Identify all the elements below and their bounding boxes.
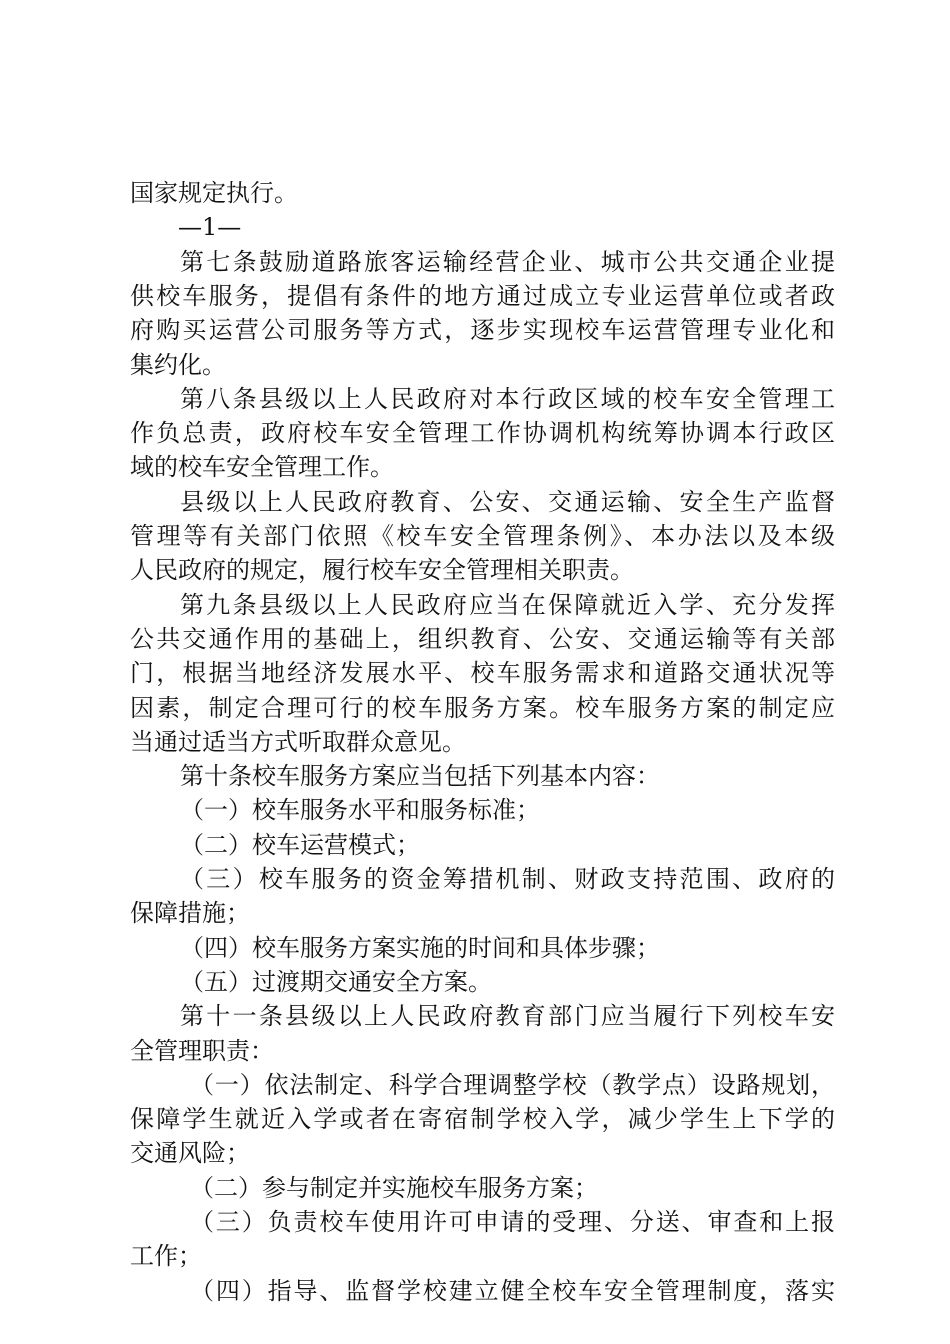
text-line: 第十条校车服务方案应当包括下列基本内容： xyxy=(180,762,660,791)
text-line: 工作； xyxy=(130,1242,202,1271)
text-line: （五）过渡期交通安全方案。 xyxy=(180,967,492,996)
text-line: 门，根据当地经济发展水平、校车服务需求和道路交通状况等 xyxy=(130,659,835,688)
text-line: （一）校车服务水平和服务标准； xyxy=(180,796,540,825)
text-line: —1— xyxy=(178,213,242,242)
text-line: 保障措施； xyxy=(130,899,250,928)
text-line: 集约化。 xyxy=(130,350,226,379)
text-line: 第七条鼓励道路旅客运输经营企业、城市公共交通企业提 xyxy=(180,247,835,276)
text-line: 域的校车安全管理工作。 xyxy=(130,453,394,482)
text-line: 县级以上人民政府教育、公安、交通运输、安全生产监督 xyxy=(180,487,835,516)
text-line: 供校车服务，提倡有条件的地方通过成立专业运营单位或者政 xyxy=(130,281,835,310)
text-line: （一）依法制定、科学合理调整学校（教学点）设路规划， xyxy=(190,1070,835,1099)
text-line: 管理等有关部门依照《校车安全管理条例》、本办法以及本级 xyxy=(130,522,835,550)
text-line: （三）校车服务的资金筹措机制、财政支持范围、政府的 xyxy=(180,865,835,893)
text-line: （二）参与制定并实施校车服务方案； xyxy=(190,1173,598,1202)
text-line: 国家规定执行。 xyxy=(130,179,298,207)
text-line: 府购买运营公司服务等方式，逐步实现校车运营管理专业化和 xyxy=(130,316,835,345)
text-line: 交通风险； xyxy=(130,1139,250,1168)
text-line: 全管理职责： xyxy=(130,1036,274,1065)
text-line: （四）校车服务方案实施的时间和具体步骤； xyxy=(180,933,660,962)
text-line: 保障学生就近入学或者在寄宿制学校入学，减少学生上下学的 xyxy=(130,1105,835,1134)
text-line: 当通过适当方式听取群众意见。 xyxy=(130,727,466,756)
text-line: （三）负责校车使用许可申请的受理、分送、审查和上报 xyxy=(190,1208,835,1236)
text-line: （四）指导、监督学校建立健全校车安全管理制度，落实 xyxy=(190,1276,835,1305)
text-line: 公共交通作用的基础上，组织教育、公安、交通运输等有关部 xyxy=(130,624,835,653)
text-line: （二）校车运营模式； xyxy=(180,830,420,859)
text-line: 第九条县级以上人民政府应当在保障就近入学、充分发挥 xyxy=(180,590,835,619)
text-line: 作负总责，政府校车安全管理工作协调机构统筹协调本行政区 xyxy=(130,419,835,448)
text-line: 人民政府的规定，履行校车安全管理相关职责。 xyxy=(130,556,634,585)
text-line: 第十一条县级以上人民政府教育部门应当履行下列校车安 xyxy=(180,1002,835,1031)
text-line: 第八条县级以上人民政府对本行政区域的校车安全管理工 xyxy=(180,384,835,413)
text-line: 因素，制定合理可行的校车服务方案。校车服务方案的制定应 xyxy=(130,693,835,722)
